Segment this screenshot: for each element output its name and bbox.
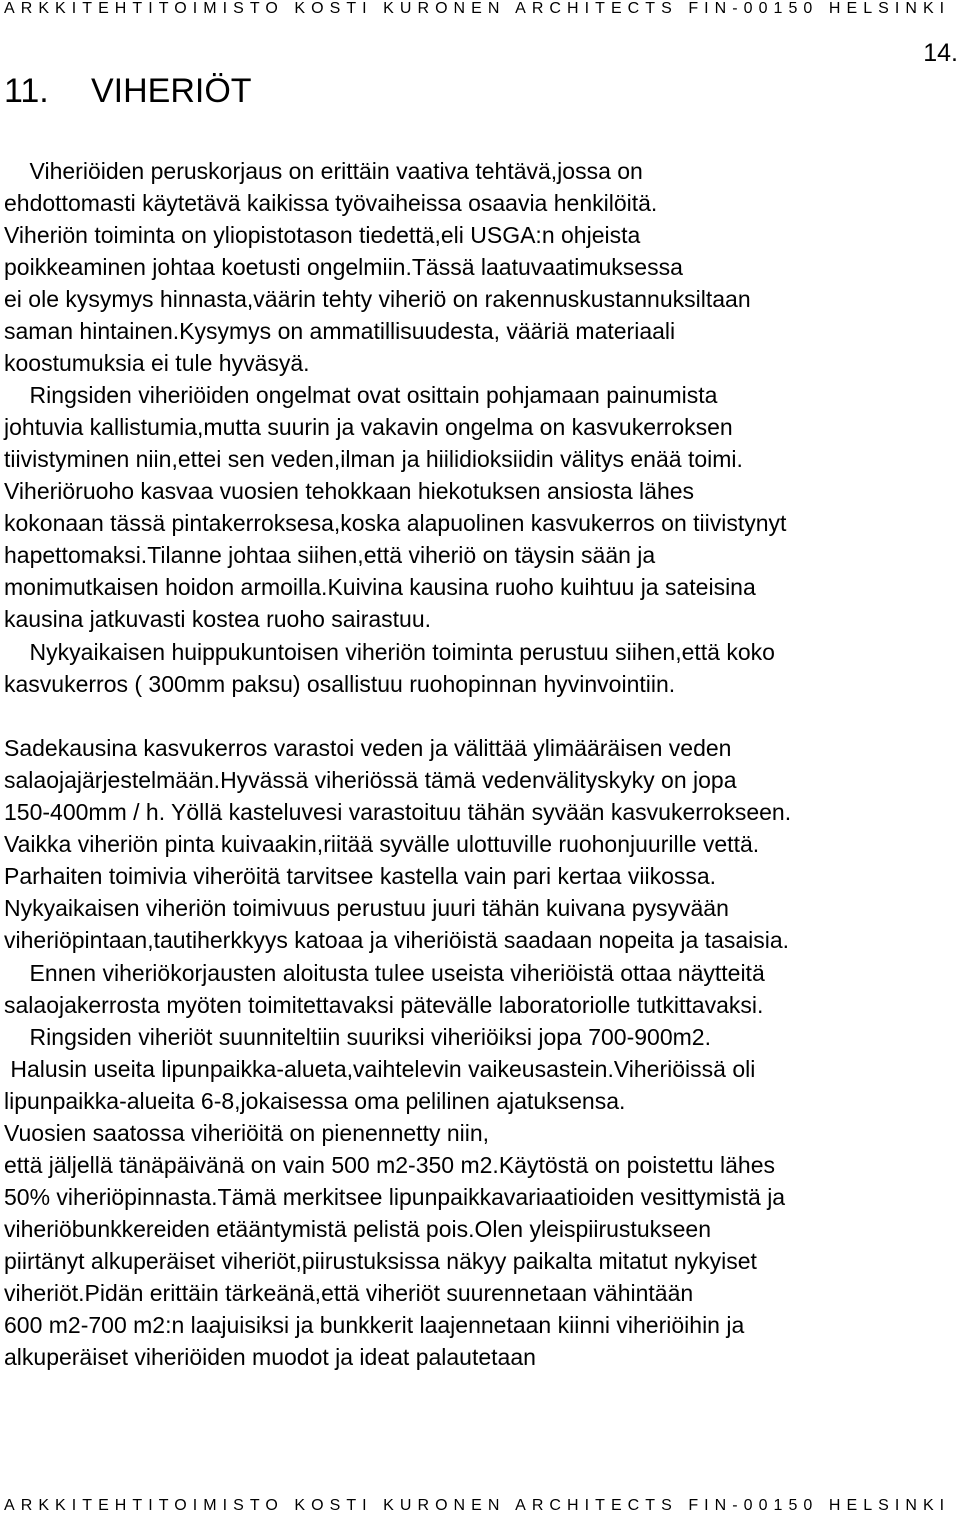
text-line: Nykyaikaisen viheriön toimivuus perustuu juuri tähän kuivana pysyvään — [4, 895, 729, 921]
text-line: salaojajärjestelmään.Hyvässä viheriössä tämä vedenvälityskyky on jopa — [4, 767, 737, 793]
page-number: 14. — [923, 39, 958, 67]
text-line: viheriöpintaan,tautiherkkyys katoaa ja viheriöistä saadaan nopeita ja tasaisia. — [4, 927, 790, 953]
text-line: Viheriöiden peruskorjaus on erittäin vaativa tehtävä,jossa on — [4, 158, 643, 184]
text-line: Nykyaikaisen huippukuntoisen viheriön toiminta perustuu siihen,että koko — [4, 639, 775, 665]
letterhead-footer: ARKKITEHTITOIMISTO KOSTI KURONEN ARCHITECTS FIN-00150 HELSINKI — [4, 1497, 951, 1514]
text-line: viheriöt.Pidän erittäin tärkeänä,että viheriöt suurennetaan vähintään — [4, 1280, 694, 1306]
text-line: että jäljellä tänäpäivänä on vain 500 m2-350 m2.Käytöstä on poistettu lähes — [4, 1152, 776, 1178]
section-heading — [4, 72, 252, 111]
text-line: ei ole kysymys hinnasta,väärin tehty viheriö on rakennuskustannuksiltaan — [4, 286, 751, 312]
text-line: koostumuksia ei tule hyväsyä. — [4, 350, 310, 376]
text-line: salaojakerrosta myöten toimitettavaksi pätevälle laboratoriolle tutkittavaksi. — [4, 992, 764, 1018]
text-line: kasvukerros ( 300mm paksu) osallistuu ruohopinnan hyvinvointiin. — [4, 671, 676, 697]
text-line: 150-400mm / h. Yöllä kasteluvesi varastoituu tähän syvään kasvukerrokseen. — [4, 799, 792, 825]
text-line: Sadekausina kasvukerros varastoi veden ja välittää ylimääräisen veden — [4, 735, 732, 761]
text-line: 600 m2-700 m2:n laajuisiksi ja bunkkerit laajennetaan kiinni viheriöihin ja — [4, 1312, 745, 1338]
text-line: lipunpaikka-alueita 6-8,jokaisessa oma pelilinen ajatuksensa. — [4, 1088, 626, 1114]
text-line: kokonaan tässä pintakerroksesa,koska alapuolinen kasvukerros on tiivistynyt — [4, 510, 787, 536]
text-line: saman hintainen.Kysymys on ammatillisuudesta, vääriä materiaali — [4, 318, 676, 344]
text-line: 50% viheriöpinnasta.Tämä merkitsee lipunpaikkavariaatioiden vesittymistä ja — [4, 1184, 786, 1210]
text-line: piirtänyt alkuperäiset viheriöt,piirustuksissa näkyy paikalta mitatut nykyiset — [4, 1248, 757, 1274]
text-line: Vuosien saatossa viheriöitä on pienennetty niin, — [4, 1120, 490, 1146]
text-line: tiivistyminen niin,ettei sen veden,ilman ja hiilidioksiidin välitys enää toimi. — [4, 446, 743, 472]
letterhead-header: ARKKITEHTITOIMISTO KOSTI KURONEN ARCHITECTS FIN-00150 HELSINKI — [4, 0, 951, 17]
text-line: Vaikka viheriön pinta kuivaakin,riitää syvälle ulottuville ruohonjuurille vettä. — [4, 831, 760, 857]
text-line: hapettomaksi.Tilanne johtaa siihen,että viheriö on täysin sään ja — [4, 542, 656, 568]
text-line: Viheriöruoho kasvaa vuosien tehokkaan hiekotuksen ansiosta lähes — [4, 478, 695, 504]
text-line: viheriöbunkkereiden etääntymistä pelistä pois.Olen yleispiirustukseen — [4, 1216, 711, 1242]
text-line: Parhaiten toimivia viheröitä tarvitsee kastella vain pari kertaa viikossa. — [4, 863, 717, 889]
text-line: Viheriön toiminta on yliopistotason tiedettä,eli USGA:n ohjeista — [4, 222, 641, 248]
text-line: kausina jatkuvasti kostea ruoho sairastuu. — [4, 606, 432, 632]
text-line: Ringsiden viheriöiden ongelmat ovat osittain pohjamaan painumista — [4, 382, 718, 408]
text-line: ehdottomasti käytetävä kaikissa työvaiheissa osaavia henkilöitä. — [4, 190, 658, 216]
text-line: johtuvia kallistumia,mutta suurin ja vakavin ongelma on kasvukerroksen — [4, 414, 733, 440]
text-line: Halusin useita lipunpaikka-alueta,vaihtelevin vaikeusastein.Viheriöissä oli — [4, 1056, 756, 1082]
text-line: Ringsiden viheriöt suunniteltiin suuriksi viheriöiksi jopa 700-900m2. — [4, 1024, 711, 1050]
section-number: 11. — [4, 72, 49, 110]
text-line: monimutkaisen hoidon armoilla.Kuivina kausina ruoho kuihtuu ja sateisina — [4, 574, 756, 600]
section-title: VIHERIÖT — [91, 72, 252, 110]
text-line: Ennen viheriökorjausten aloitusta tulee useista viheriöistä ottaa näytteitä — [4, 960, 765, 986]
text-line: alkuperäiset viheriöiden muodot ja ideat palautetaan — [4, 1344, 536, 1370]
text-line: poikkeaminen johtaa koetusti ongelmiin.Tässä laatuvaatimuksessa — [4, 254, 683, 280]
